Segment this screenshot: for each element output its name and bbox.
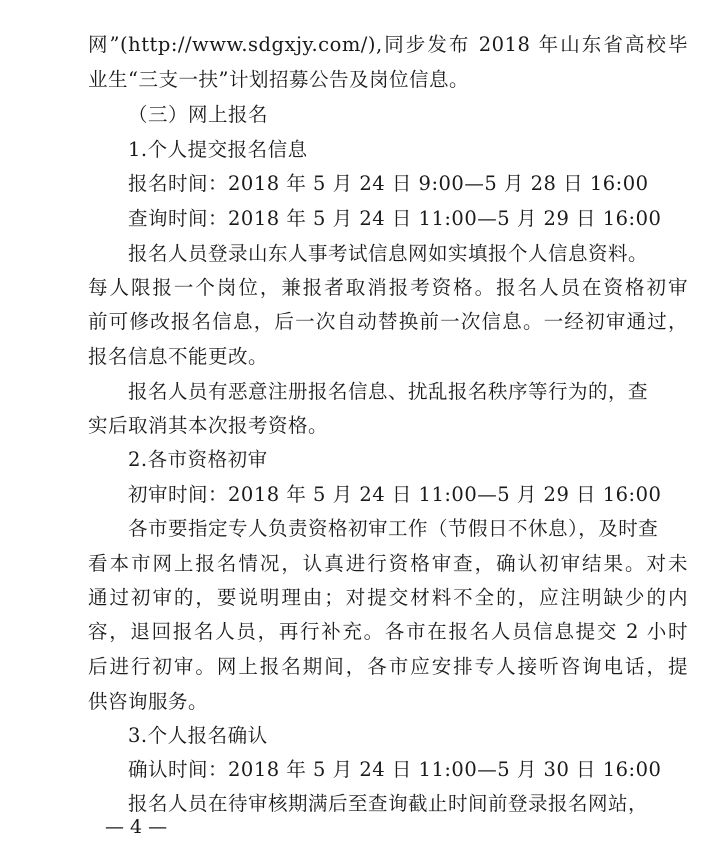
- text-line: 后进行初审。网上报名期间，各市应安排专人接听咨询电话，提: [88, 655, 688, 678]
- section-heading: （三）网上报名: [128, 103, 269, 126]
- subsection-heading: 1.个人提交报名信息: [128, 138, 308, 161]
- text-line: 业生“三支一扶”计划招募公告及岗位信息。: [88, 68, 469, 91]
- text-line: 供咨询服务。: [88, 690, 209, 713]
- subsection-heading: 3.个人报名确认: [128, 724, 268, 747]
- text-line: 报名人员登录山东人事考试信息网如实填报个人信息资料。: [128, 242, 649, 265]
- text-line: 前可修改报名信息，后一次自动替换前一次信息。一经初审通过，: [88, 310, 688, 333]
- text-line: 每人限报一个岗位，兼报者取消报考资格。报名人员在资格初审: [88, 276, 688, 299]
- text-line: 初审时间：2018 年 5 月 24 日 11:00—5 月 29 日 16:00: [128, 483, 662, 506]
- text-line: 实后取消其本次报考资格。: [88, 414, 329, 437]
- text-line: 报名时间：2018 年 5 月 24 日 9:00—5 月 28 日 16:00: [128, 172, 649, 195]
- text-line: 网”(http://www.sdgxjy.com/),同步发布 2018 年山东省高校毕: [88, 33, 688, 56]
- page-number: — 4 —: [105, 816, 168, 838]
- text-line: 确认时间：2018 年 5 月 24 日 11:00—5 月 30 日 16:00: [128, 758, 662, 781]
- text-line: 报名人员有恶意注册报名信息、扰乱报名秩序等行为的，查: [128, 380, 649, 403]
- subsection-heading: 2.各市资格初审: [128, 448, 268, 471]
- text-line: 容，退回报名人员，再行补充。各市在报名人员信息提交 2 小时: [88, 620, 688, 643]
- text-line: 报名人员在待审核期满后至查询截止时间前登录报名网站，: [128, 792, 649, 815]
- text-line: 报名信息不能更改。: [88, 345, 269, 368]
- text-line: 看本市网上报名情况，认真进行资格审查，确认初审结果。对未: [88, 552, 688, 575]
- text-line: 查询时间：2018 年 5 月 24 日 11:00—5 月 29 日 16:00: [128, 207, 662, 230]
- text-line: 各市要指定专人负责资格初审工作（节假日不休息），及时查: [128, 517, 659, 540]
- text-line: 通过初审的，要说明理由；对提交材料不全的，应注明缺少的内: [88, 586, 688, 609]
